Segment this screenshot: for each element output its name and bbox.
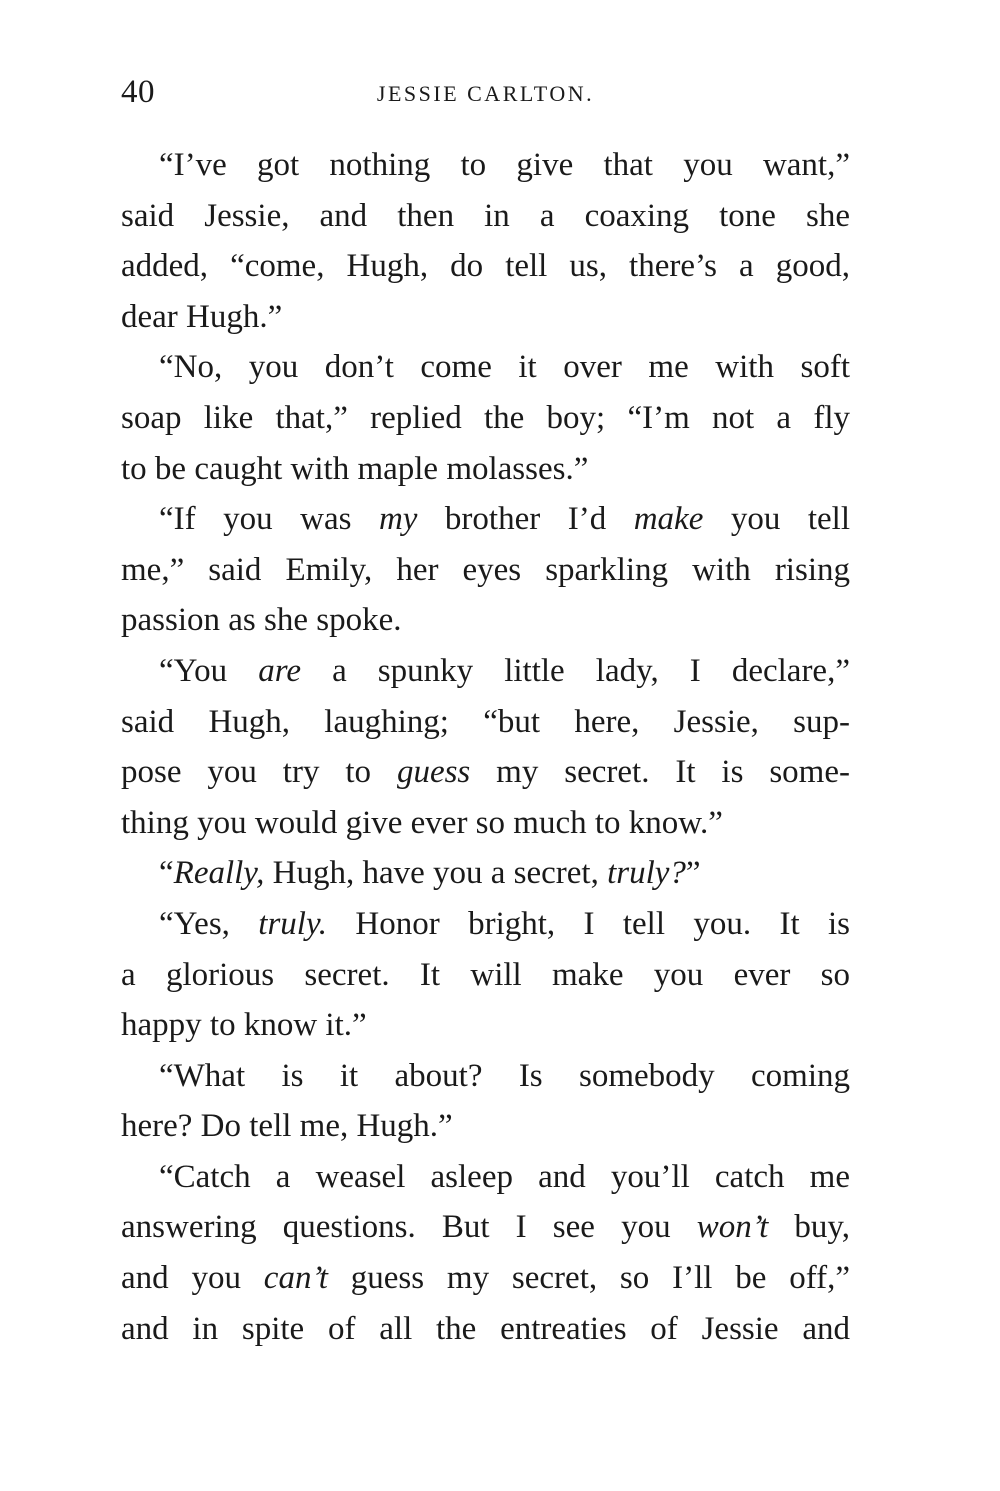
text-line bbox=[121, 950, 850, 1001]
text-line bbox=[121, 1202, 850, 1253]
text-line bbox=[121, 545, 850, 596]
italic-text: guess bbox=[396, 754, 471, 791]
text-segment: “Catch a weasel asleep and you’ll catch me bbox=[159, 1158, 850, 1195]
text-line bbox=[121, 798, 850, 849]
text-segment: Hugh, have you a secret, bbox=[264, 855, 608, 892]
text-segment: “Yes, bbox=[159, 905, 259, 942]
text-line bbox=[121, 848, 850, 899]
text-line bbox=[121, 494, 850, 545]
text-segment: brother I’d bbox=[417, 501, 634, 538]
text-segment: “What is it about? Is somebody coming bbox=[159, 1057, 850, 1094]
italic-text: truly? bbox=[607, 855, 686, 892]
text-segment: here? Do tell me, Hugh.” bbox=[121, 1108, 453, 1145]
text-line bbox=[121, 140, 850, 191]
text-segment: and you bbox=[121, 1260, 264, 1297]
text-segment: answering questions. But I see you bbox=[121, 1209, 697, 1246]
text-line bbox=[121, 1000, 850, 1051]
text-segment: me,” said Emily, her eyes sparkling with rising bbox=[121, 551, 850, 588]
body-text bbox=[121, 140, 850, 1354]
text-line bbox=[121, 393, 850, 444]
page-number: 40 bbox=[121, 74, 155, 110]
text-line bbox=[121, 747, 850, 798]
text-segment: my secret. It is some- bbox=[470, 754, 850, 791]
text-line bbox=[121, 1101, 850, 1152]
text-segment: and in spite of all the entreaties of Jessie and bbox=[121, 1310, 850, 1347]
text-segment: ” bbox=[685, 855, 701, 892]
italic-text: are bbox=[258, 652, 302, 689]
text-line bbox=[121, 444, 850, 495]
text-segment: passion as she spoke. bbox=[121, 602, 402, 639]
italic-text: make bbox=[633, 501, 704, 538]
text-line bbox=[121, 1304, 850, 1355]
text-segment: “I’ve got nothing to give that you want,” bbox=[159, 147, 850, 183]
text-segment: a spunky little lady, I declare,” bbox=[301, 652, 850, 689]
text-line bbox=[121, 292, 850, 343]
text-segment: said Jessie, and then in a coaxing tone she bbox=[121, 197, 850, 234]
text-segment: “No, you don’t come it over me with soft bbox=[159, 349, 850, 386]
text-segment: you tell bbox=[703, 501, 851, 538]
text-segment: happy to know it.” bbox=[121, 1007, 367, 1044]
italic-text: Really, bbox=[173, 855, 265, 892]
text-segment: pose you try to bbox=[121, 754, 397, 791]
italic-text: can’t bbox=[263, 1260, 328, 1297]
text-line bbox=[121, 646, 850, 697]
text-line bbox=[121, 342, 850, 393]
text-line bbox=[121, 595, 850, 646]
text-segment: dear Hugh.” bbox=[121, 298, 283, 335]
text-segment: a glorious secret. It will make you ever so bbox=[121, 956, 850, 993]
italic-text: truly. bbox=[258, 905, 328, 942]
text-line bbox=[121, 1253, 850, 1304]
text-line bbox=[121, 899, 850, 950]
text-segment: “You bbox=[159, 652, 259, 689]
text-segment: buy, bbox=[768, 1209, 851, 1246]
text-line bbox=[121, 241, 850, 292]
text-segment: added, “come, Hugh, do tell us, there’s a good, bbox=[121, 248, 850, 285]
italic-text: won’t bbox=[696, 1209, 769, 1246]
running-title: JESSIE CARLTON. bbox=[376, 81, 595, 106]
page-header bbox=[121, 72, 850, 112]
text-line bbox=[121, 1051, 850, 1102]
text-line bbox=[121, 697, 850, 748]
text-segment: “If you was bbox=[159, 501, 379, 538]
text-segment: soap like that,” replied the boy; “I’m not a fly bbox=[121, 399, 850, 436]
text-segment: “ bbox=[159, 855, 174, 892]
text-line bbox=[121, 1152, 850, 1203]
text-segment: thing you would give ever so much to know.” bbox=[121, 804, 723, 841]
text-segment: to be caught with maple molasses.” bbox=[121, 450, 589, 487]
text-line bbox=[121, 191, 850, 242]
text-segment: said Hugh, laughing; “but here, Jessie, sup- bbox=[121, 703, 850, 740]
text-segment: guess my secret, so I’ll be off,” bbox=[327, 1260, 850, 1297]
italic-text: my bbox=[378, 501, 418, 538]
text-segment: Honor bright, I tell you. It is bbox=[327, 905, 850, 942]
